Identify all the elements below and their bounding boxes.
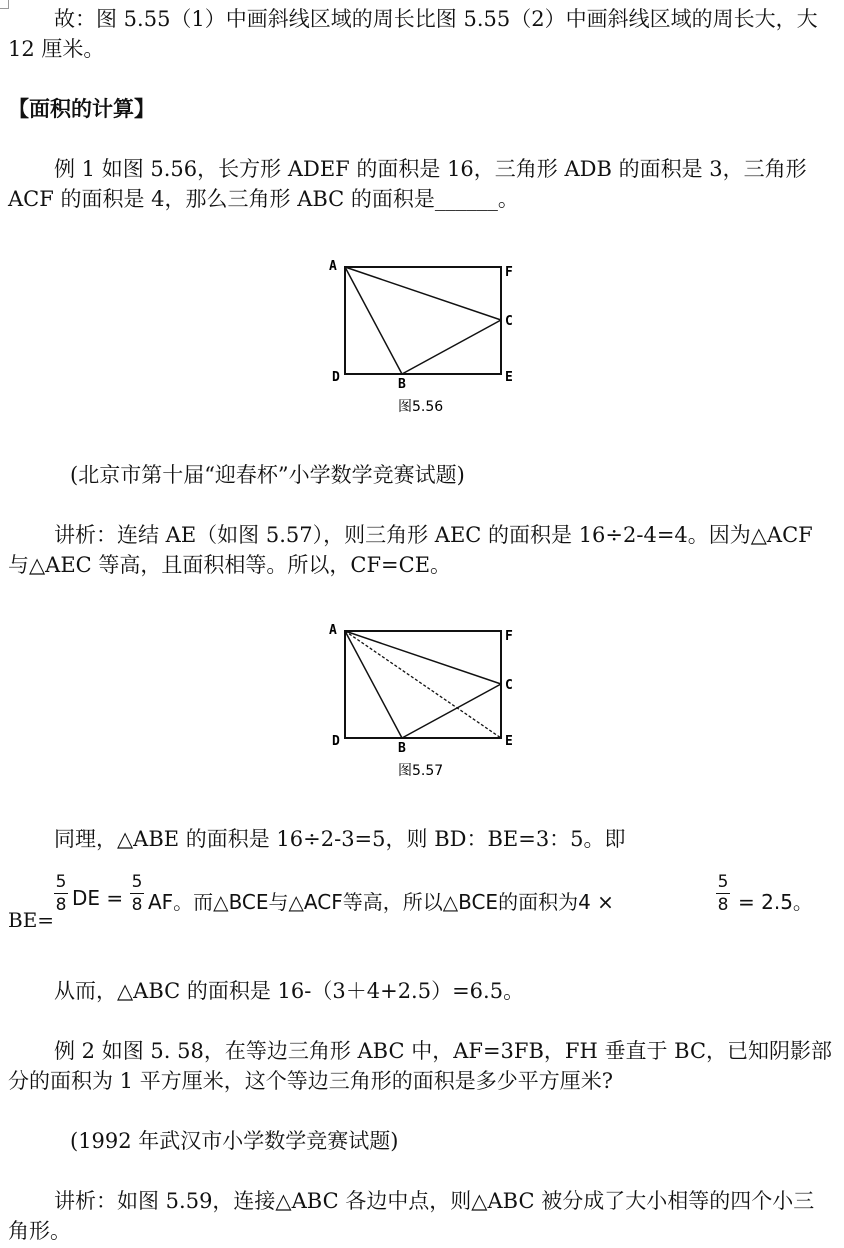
fraction-numerator: 5 — [717, 872, 729, 892]
label-b: B — [398, 377, 406, 392]
figure-5-57 — [326, 620, 526, 784]
fraction-bar — [130, 893, 144, 894]
label-d: D — [332, 370, 340, 385]
label-a: A — [329, 623, 337, 638]
label-f: F — [505, 629, 513, 644]
fraction-bar — [716, 893, 730, 894]
similarly-paragraph: 同理，△ABE 的面积是 16÷2-3=5，则 BD：BE=3：5。即 — [54, 827, 626, 851]
section-heading: 【面积的计算】 — [8, 97, 155, 121]
example-1-text: 例 1 如图 5.56，长方形 ADEF 的面积是 16，三角形 ADB 的面积是 3，三角形 ACF 的面积是 4，那么三角形 ABC 的面积是______。 — [8, 157, 807, 211]
analysis-2-text: 讲析：如图 5.59，连接△ABC 各边中点，则△ABC 被分成了大小相等的四个小三角形。 — [8, 1189, 815, 1243]
fraction-3 — [716, 872, 730, 915]
formula-prefix: BE= — [8, 908, 55, 932]
figure-5-56 — [326, 256, 526, 420]
analysis-1-text: 讲析：连结 AE（如图 5.57），则三角形 AEC 的面积是 16÷2-4=4。因为△ACF 与△AEC 等高，且面积相等。所以，CF=CE。 — [8, 523, 813, 577]
label-e: E — [505, 734, 513, 749]
formula-line — [8, 870, 838, 930]
label-c: C — [505, 314, 513, 329]
source-note-2: (1992 年武汉市小学数学竞赛试题) — [70, 1129, 399, 1153]
formula-result: = 2.5。 — [738, 890, 813, 914]
fraction-numerator: 5 — [55, 872, 67, 892]
label-c: C — [505, 678, 513, 693]
figure-caption: 图5.57 — [398, 763, 444, 779]
therefore-paragraph: 从而，△ABC 的面积是 16-（3＋4+2.5）=6.5。 — [54, 979, 525, 1003]
fraction-2 — [130, 872, 144, 915]
fraction-bar — [54, 893, 68, 894]
formula-de: DE = — [72, 886, 124, 910]
fraction-denominator: 8 — [717, 895, 729, 915]
label-b: B — [398, 741, 406, 756]
example-2-text: 例 2 如图 5. 58，在等边三角形 ABC 中，AF=3FB，FH 垂直于 BC，已知阴影部分的面积为 1 平方厘米，这个等边三角形的面积是多少平方厘米? — [8, 1039, 833, 1093]
fraction-1 — [54, 872, 68, 915]
label-e: E — [505, 370, 513, 385]
label-f: F — [505, 265, 513, 280]
source-note-1: (北京市第十届“迎春杯”小学数学竞赛试题) — [70, 463, 465, 487]
fraction-denominator: 8 — [131, 895, 143, 915]
label-d: D — [332, 734, 340, 749]
conclusion-paragraph: 故：图 5.55（1）中画斜线区域的周长比图 5.55（2）中画斜线区域的周长大，大 12 厘米。 — [8, 7, 818, 61]
formula-statement: AF。而△BCE与△ACF等高，所以△BCE的面积为4 × — [148, 890, 614, 914]
fraction-numerator: 5 — [131, 872, 143, 892]
figure-caption: 图5.56 — [398, 399, 444, 415]
label-a: A — [329, 259, 337, 274]
fraction-denominator: 8 — [55, 895, 67, 915]
